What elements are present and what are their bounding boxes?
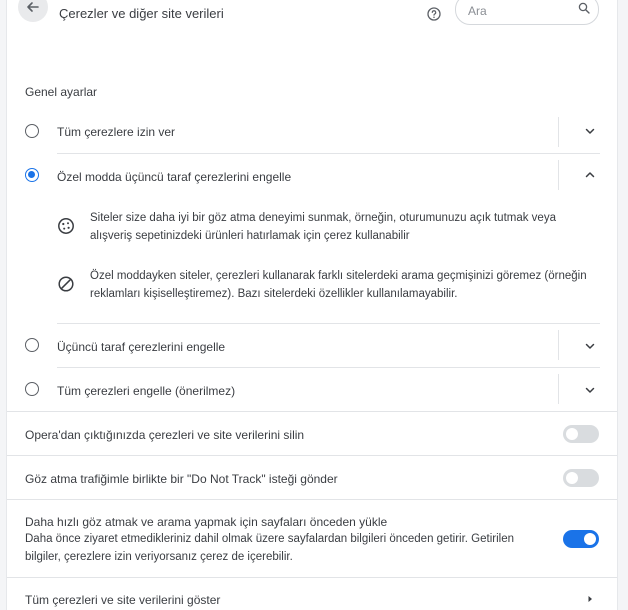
toggle-label-preload: Daha hızlı göz atmak ve arama yapmak için sayfaları önceden yükle (25, 515, 388, 529)
chevron-down-icon[interactable] (584, 384, 596, 396)
chevron-up-icon[interactable] (584, 169, 596, 181)
cookie-icon (57, 217, 75, 235)
separator (558, 330, 559, 360)
separator (558, 374, 559, 404)
radio-label: Tüm çerezlere izin ver (57, 125, 176, 139)
settings-card (6, 0, 618, 610)
separator (558, 160, 559, 190)
radio-label: Üçüncü taraf çerezlerini engelle (57, 340, 226, 354)
block-icon (57, 275, 75, 293)
section-title: Genel ayarlar (25, 85, 98, 99)
radio-option-block-all[interactable] (7, 368, 617, 411)
back-button[interactable] (18, 0, 48, 22)
chevron-down-icon[interactable] (584, 125, 596, 137)
toggle-label-clear-on-exit: Opera'dan çıktığınızda çerezleri ve site verilerini silin (25, 428, 305, 442)
page-title: Çerezler ve diğer site verileri (59, 6, 224, 21)
chevron-down-icon[interactable] (584, 340, 596, 352)
search-icon[interactable] (578, 2, 590, 14)
back-arrow-icon (26, 0, 40, 14)
toggle-label-do-not-track: Göz atma trafiğimle birlikte bir "Do Not Track" isteği gönder (25, 472, 338, 486)
divider (7, 455, 617, 456)
divider (57, 323, 600, 324)
toggle-clear-on-exit[interactable] (563, 425, 599, 443)
toggle-do-not-track[interactable] (563, 469, 599, 487)
radio-button[interactable] (25, 124, 39, 138)
radio-button[interactable] (25, 382, 39, 396)
divider (7, 577, 617, 578)
radio-option-private-third-party[interactable] (7, 154, 617, 197)
radio-label: Özel modda üçüncü taraf çerezlerini engelle (57, 170, 292, 184)
toggle-preload[interactable] (563, 530, 599, 548)
search-box[interactable] (455, 0, 599, 25)
toggle-description-preload: Daha önce ziyaret etmedikleriniz dahil olmak üzere sayfalardan bilgileri önceden getirir. Getirilen bilgiler, çerezlere izin veriyorsanız çerez de içerebilir. (25, 533, 514, 563)
radio-button[interactable] (25, 338, 39, 352)
caret-right-icon[interactable] (585, 594, 595, 604)
detail-text-private: Özel moddayken siteler, çerezleri kullanarak farklı sitelerdeki arama geçmişinizi göremez (örneğin reklamları kişiselleştiremez). Bazı sitelerdeki özellikler kullanılamayabilir. (90, 270, 587, 300)
detail-text-cookies: Siteler size daha iyi bir göz atma deneyimi sunmak, örneğin, oturumunuzu açık tutmak veya alışveriş sepetinizdeki ürünleri hatırlamak için çerez kullanabilir (90, 212, 556, 242)
divider (7, 499, 617, 500)
radio-label: Tüm çerezleri engelle (önerilmez) (57, 384, 236, 398)
page-header (7, 0, 617, 28)
radio-button-selected[interactable] (25, 168, 39, 182)
radio-option-allow-all[interactable] (7, 113, 617, 153)
help-icon[interactable] (427, 7, 441, 21)
separator (558, 117, 559, 147)
divider (7, 411, 617, 412)
radio-option-block-third-party[interactable] (7, 325, 617, 366)
link-all-cookies-label[interactable]: Tüm çerezleri ve site verilerini göster (25, 593, 221, 607)
search-input[interactable] (468, 4, 568, 18)
